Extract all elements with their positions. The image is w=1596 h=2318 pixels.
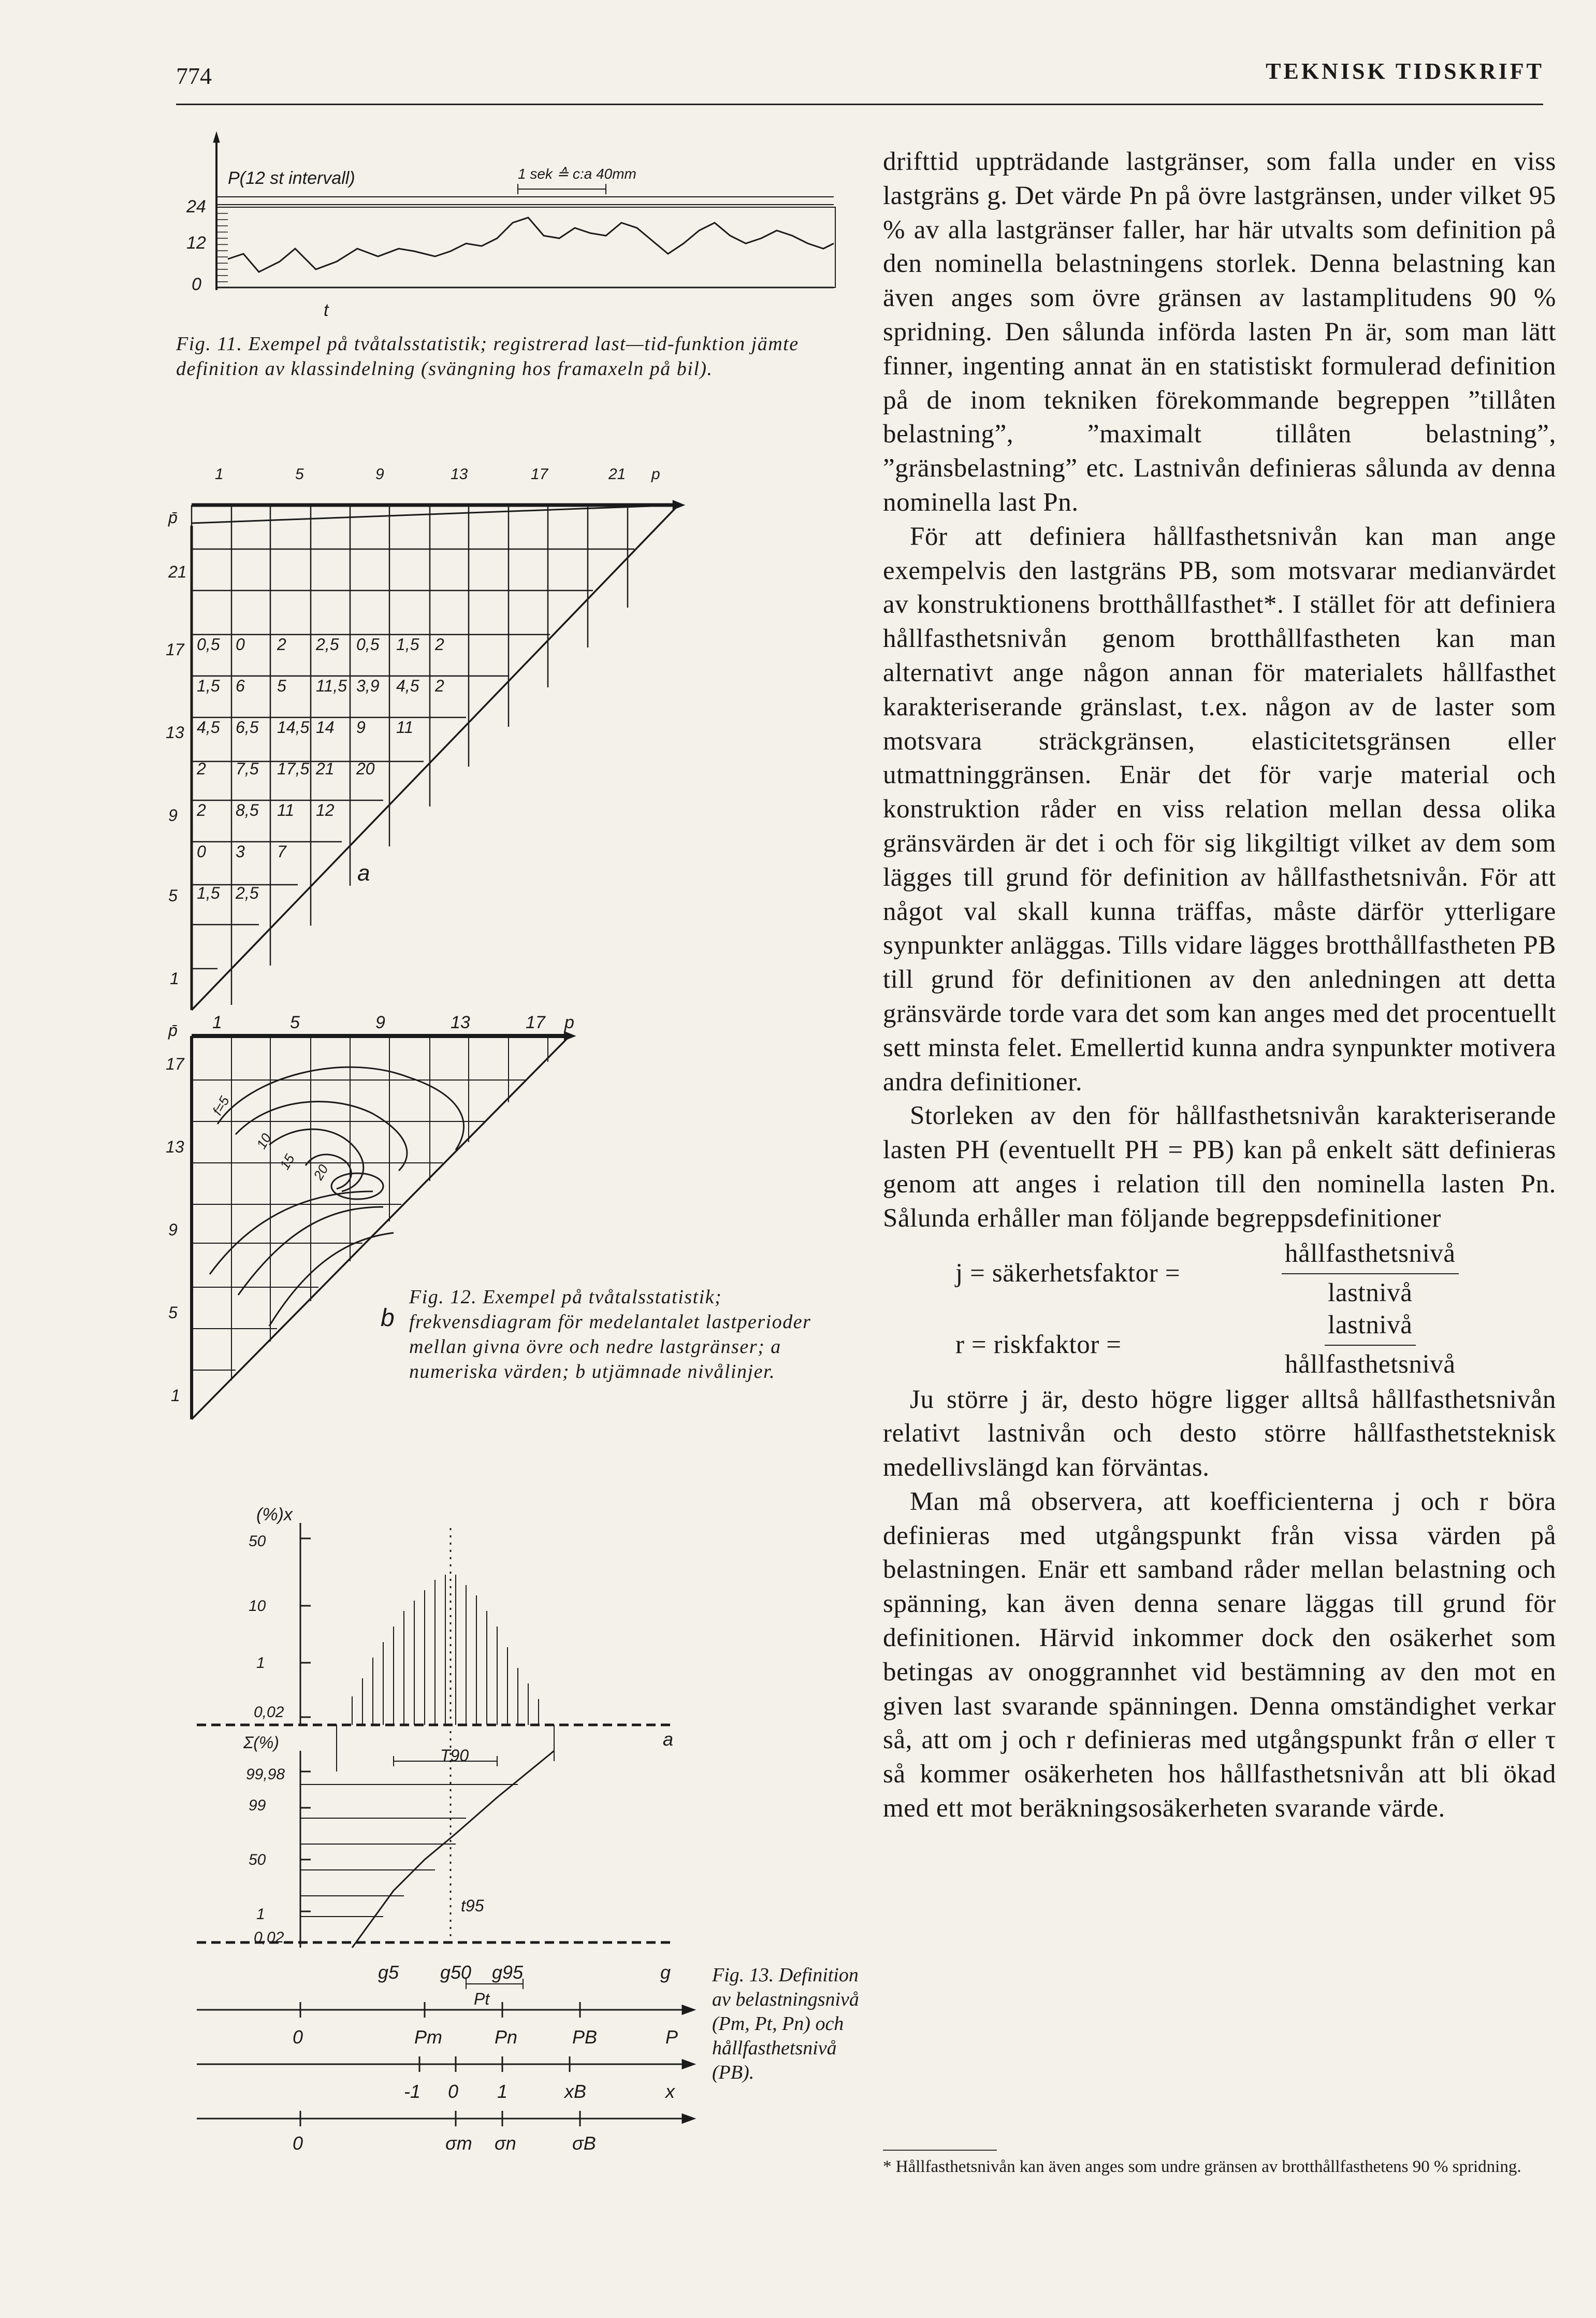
svg-text:5: 5 xyxy=(168,886,178,905)
fig12a-diagonal xyxy=(192,505,678,1010)
fig12b-top-ticks xyxy=(212,1013,574,1032)
table-cell: 2 xyxy=(277,635,286,654)
svg-text:f=5: f=5 xyxy=(209,1093,233,1118)
svg-text:σn: σn xyxy=(495,2133,516,2154)
footnote: * Hållfasthetsnivån kan även anges som undre gränsen av brotthållfasthetens 90 % spridning. xyxy=(883,2157,1521,2176)
svg-text:0: 0 xyxy=(293,2133,303,2154)
fig13-pt: Pt xyxy=(474,1990,490,2008)
fig13-sigma-labels xyxy=(293,2133,596,2154)
formula-safety-factor: j = säkerhetsfaktor = $\frac{\text{hållfasthetsnivå}}{\text{lastnivå}}$ xyxy=(955,1240,1556,1307)
svg-text:99: 99 xyxy=(249,1797,266,1814)
svg-text:9: 9 xyxy=(375,466,384,483)
svg-text:13: 13 xyxy=(166,723,184,742)
svg-text:21: 21 xyxy=(608,466,626,483)
fig12b-left-ticks xyxy=(166,1021,185,1405)
paragraph-5: Man må observera, att koefficienterna j och r böra definieras med utgångspunkt från vissa värden på belastningen. Enär ett samband råder mellan belastning och spänning, kan även denna senare läggas till grund för definitionen. Härvid inkommer dock den osäkerhet som betingas av onoggrannhet vid bestämning av den mot en given last svarande spänningen. Denna omständighet verkar så, att om j och r definieras med utgångspunkt från σ eller τ så kommer osäkerheten hos hållfasthetsnivån att bli ökad med ett mot beräkningsosäkerheten svarande värde. xyxy=(883,1487,1556,1823)
svg-text:13: 13 xyxy=(166,1138,184,1156)
table-cell: 12 xyxy=(316,801,335,819)
svg-text:1: 1 xyxy=(170,969,179,988)
table-cell: 11 xyxy=(277,801,295,819)
svg-text:g95: g95 xyxy=(492,1962,524,1983)
svg-text:p: p xyxy=(564,1013,574,1032)
table-cell: 2,5 xyxy=(236,884,259,902)
svg-text:1: 1 xyxy=(171,1386,180,1405)
table-cell: 0 xyxy=(236,635,245,654)
svg-text:g: g xyxy=(660,1962,671,1983)
svg-text:17: 17 xyxy=(526,1013,545,1032)
svg-text:5: 5 xyxy=(295,466,304,483)
paragraph-2: För att definiera hållfasthetsnivån kan man ange exempelvis den lastgräns PB, som motsvarar medianvärdet av konstruktionens brotthållfasthet*. I stället för att definiera hållfasthetsnivån genom brotthållfastheten kan man alternativt ange någon annan för materialets hållfasthet karakteriserande gränslast, t.ex. någon av de laster som motsvara sträckgränsen, elasticitetsgränsen eller utmattninggränsen. Enär det för varje material och konstruktion råder en viss relation mellan dessa olika gränsvärden är det i och för sig likgiltigt vilket av dem som lägges till grund för definition av hållfasthetsnivån. För att något val skall kunna träffas, måste därför ytterligare synpunkter anläggas. Tills vidare lägges brotthållfastheten PB till grund för definitionen av den anledningen att detta gränsvärde torde vara det som kan anges med det procentuellt sett minsta felet. Emellertid kunna andra synpunkter motivera andra definitioner. xyxy=(883,522,1556,1097)
svg-text:1: 1 xyxy=(256,1654,265,1672)
table-cell: 2 xyxy=(435,635,444,654)
fig12a-table xyxy=(196,635,444,902)
svg-text:13: 13 xyxy=(451,466,468,483)
svg-text:15: 15 xyxy=(277,1151,298,1172)
fig11-y-label: P(12 st intervall) xyxy=(228,168,355,188)
svg-text:5: 5 xyxy=(290,1013,300,1032)
table-cell: 0,5 xyxy=(356,635,380,654)
table-cell: 2 xyxy=(435,676,444,695)
table-cell: 0 xyxy=(197,842,206,861)
table-cell: 6,5 xyxy=(236,718,259,737)
fig11-caption: Fig. 11. Exempel på tvåtalsstatistik; registrerad last—tid-funktion jämte definition av klassindelning (svängning hos framaxeln på bil). xyxy=(176,333,799,380)
svg-text:-1: -1 xyxy=(404,2081,421,2102)
fig13-a-label: a xyxy=(663,1729,674,1750)
svg-text:1: 1 xyxy=(497,2081,508,2102)
fig13-histogram xyxy=(352,1575,539,1725)
table-cell: 1,5 xyxy=(197,884,220,902)
svg-text:g50: g50 xyxy=(440,1962,472,1983)
svg-text:17: 17 xyxy=(531,466,548,483)
paragraph-1: drifttid uppträdande lastgränser, som falla under en viss lastgräns g. Det värde Pn på övre lastgränsen, under vilket 95 % av alla lastgränser faller, har här utvalts som definition på den nominella belastningens storlek. Denna belastning kan även anges som övre gränsen av lastamplitudens 90 % spridning. Den sålunda införda lasten Pn är, som man lätt finner, ingenting annat än en statistiskt formulerad definition på de inom tekniken förekommande begreppen ”tillåten belastning”, ”maximalt tillåten belastning”, ”gränsbelastning” etc. Lastnivån definieras sålunda av denna nominella last Pn. xyxy=(883,147,1556,517)
paragraph-4: Ju större j är, desto högre ligger alltså hållfasthetsnivån relativt lastnivån och desto större hållfasthetsteknisk medellivslängd kan förväntas. xyxy=(883,1385,1556,1482)
fig13-chart xyxy=(197,1523,694,2126)
svg-text:50: 50 xyxy=(249,1851,266,1868)
fig13-t90: T90 xyxy=(440,1746,469,1765)
svg-text:1: 1 xyxy=(215,466,224,483)
svg-text:x: x xyxy=(665,2081,675,2102)
svg-text:20: 20 xyxy=(310,1161,331,1183)
fig13-g-labels xyxy=(378,1962,671,1983)
fig13-caption: Fig. 13. Definition av belastningsnivå (Pm, Pt, Pn) och hållfasthetsnivå (PB). xyxy=(712,1964,859,2083)
table-cell: 21 xyxy=(316,759,335,778)
svg-text:9: 9 xyxy=(375,1013,385,1032)
table-cell: 4,5 xyxy=(396,676,419,695)
svg-text:p̄: p̄ xyxy=(168,508,178,527)
footnote-rule xyxy=(883,2150,997,2151)
fig11-chart xyxy=(213,132,835,290)
fig11-frame xyxy=(216,207,835,287)
svg-text:5: 5 xyxy=(168,1303,178,1322)
page-number: 774 xyxy=(176,63,212,89)
table-cell: 2 xyxy=(197,801,206,819)
table-cell: 2 xyxy=(197,759,206,778)
svg-text:P: P xyxy=(665,2026,678,2048)
svg-text:Pn: Pn xyxy=(495,2026,518,2048)
table-cell: 1,5 xyxy=(396,635,419,654)
fig11-x-label: t xyxy=(324,300,329,320)
table-cell: 0,5 xyxy=(197,635,220,654)
svg-text:9: 9 xyxy=(168,806,178,825)
table-cell: 2,5 xyxy=(316,635,339,654)
svg-text:1: 1 xyxy=(212,1013,222,1032)
fig11-load-signal xyxy=(228,218,834,272)
table-cell: 14,5 xyxy=(277,718,310,737)
fig13-p-axis-labels xyxy=(293,2026,678,2048)
table-cell: 14 xyxy=(316,718,335,737)
fig12a-top-axis-b xyxy=(192,505,678,523)
fig12a-label: a xyxy=(357,860,370,886)
svg-text:0: 0 xyxy=(448,2081,459,2102)
fig12b-label: b xyxy=(381,1304,395,1332)
table-cell: 6 xyxy=(236,676,245,695)
svg-text:9: 9 xyxy=(168,1220,178,1239)
table-cell: 3,9 xyxy=(356,676,380,695)
svg-text:17: 17 xyxy=(166,1055,184,1073)
fig12a-left-ticks xyxy=(166,508,187,988)
fig13-cumulative xyxy=(352,1751,554,1948)
fig11-ticks xyxy=(216,213,228,282)
svg-text:0: 0 xyxy=(293,2026,303,2048)
svg-text:p̄: p̄ xyxy=(168,1021,178,1040)
svg-text:g5: g5 xyxy=(378,1962,399,1983)
table-cell: 4,5 xyxy=(197,718,220,737)
formula-risk-factor: r = riskfaktor = $\frac{\text{lastnivå}}{\text{hållfasthetsnivå}}$ xyxy=(955,1312,1556,1379)
svg-text:50: 50 xyxy=(249,1533,266,1550)
table-cell: 1,5 xyxy=(197,676,220,695)
table-cell: 20 xyxy=(356,759,375,778)
fig13-y-label-top: (%)x xyxy=(256,1505,293,1524)
svg-text:Pm: Pm xyxy=(414,2026,442,2048)
svg-text:10: 10 xyxy=(249,1597,266,1615)
table-cell: 5 xyxy=(277,676,286,695)
table-cell: 11 xyxy=(396,718,414,737)
fig11-y-arrow xyxy=(213,132,220,142)
svg-text:0,02: 0,02 xyxy=(254,1704,284,1721)
table-cell: 8,5 xyxy=(236,801,259,819)
svg-text:p: p xyxy=(651,466,660,483)
table-cell: 3 xyxy=(236,842,245,861)
fig12a-top-ticks xyxy=(215,466,660,483)
fig12a-grid xyxy=(192,505,628,1010)
table-cell: 11,5 xyxy=(316,676,347,695)
fig11-scale-label: 1 sek ≙ c:a 40mm xyxy=(518,166,636,182)
fig13-t95: t95 xyxy=(461,1896,484,1915)
svg-text:99,98: 99,98 xyxy=(246,1766,285,1783)
svg-text:17: 17 xyxy=(166,640,184,659)
fig11-tick-12: 12 xyxy=(186,233,206,253)
svg-text:xB: xB xyxy=(564,2081,587,2102)
fig13-x-axis-labels xyxy=(404,2081,676,2102)
table-cell: 7,5 xyxy=(236,759,259,778)
table-cell: 7 xyxy=(277,842,286,861)
table-cell: 17,5 xyxy=(277,759,310,778)
svg-text:σB: σB xyxy=(572,2133,596,2154)
svg-text:1: 1 xyxy=(256,1906,265,1923)
svg-text:10: 10 xyxy=(253,1130,274,1151)
fig12a-chart xyxy=(192,501,684,1010)
table-cell: 9 xyxy=(356,718,366,737)
fig11-tick-24: 24 xyxy=(186,197,206,217)
svg-text:13: 13 xyxy=(451,1013,470,1032)
fig13-y-label-bottom: Σ(%) xyxy=(243,1733,279,1752)
fig11-tick-0: 0 xyxy=(192,275,201,294)
svg-text:PB: PB xyxy=(572,2026,598,2048)
svg-text:0,02: 0,02 xyxy=(254,1929,284,1946)
journal-title: TEKNISK TIDSKRIFT xyxy=(1266,59,1544,84)
svg-text:σm: σm xyxy=(445,2133,472,2154)
contour-peak xyxy=(331,1173,383,1199)
svg-text:21: 21 xyxy=(168,563,187,581)
paragraph-3: Storleken av den för hållfasthetsnivån karakteriserande lasten PH (eventuellt PH = PB) kan på enkelt sätt definieras genom att anges i relation till den nominella lasten Pn. Sålunda erhåller man följande begreppsdefinitioner xyxy=(883,1101,1556,1233)
body-column xyxy=(883,145,1556,1826)
fig12-caption: Fig. 12. Exempel på tvåtalsstatistik; frekvensdiagram för medelantalet lastperioder mellan givna övre och nedre lastgränser; a numeriska värden; b utjämnade nivålinjer. xyxy=(409,1286,811,1383)
